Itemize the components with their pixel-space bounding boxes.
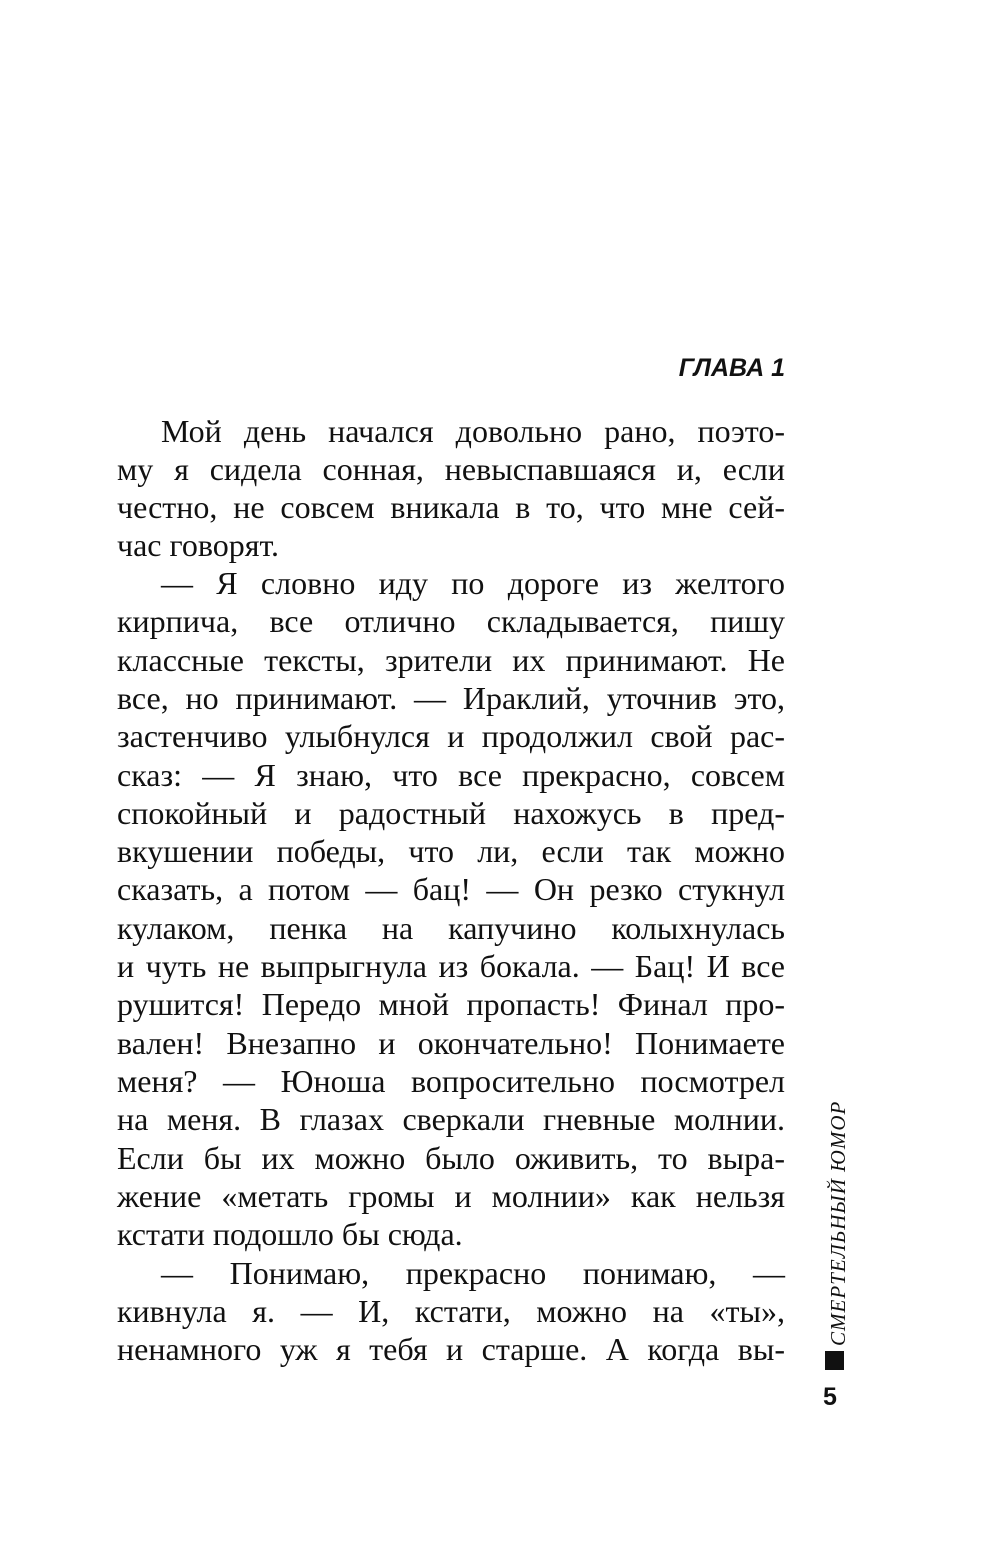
paragraph-line: вален! Внезапно и окончательно! Понимаете	[117, 1025, 785, 1061]
paragraph-line: кирпича, все отлично складывается, пишу	[117, 603, 785, 639]
paragraph-line: — Понимаю, прекрасно понимаю, —	[161, 1255, 785, 1291]
paragraph-line: меня? — Юноша вопросительно посмотрел	[117, 1063, 785, 1099]
paragraph-line: все, но принимают. — Ираклий, уточнив это,	[117, 680, 785, 716]
paragraph-line: кулаком, пенка на капучино колыхнулась	[117, 910, 785, 946]
paragraph-line: ненамного уж я тебя и старше. А когда вы-	[117, 1331, 785, 1367]
paragraph-line: сказ: — Я знаю, что все прекрасно, совсем	[117, 757, 785, 793]
paragraph-line: Если бы их можно было оживить, то выра-	[117, 1140, 785, 1176]
chapter-title: ГЛАВА 1	[678, 354, 785, 382]
paragraph-line: — Я словно иду по дороге из желтого	[161, 565, 785, 601]
square-marker-icon	[825, 1351, 844, 1370]
paragraph-line: честно, не совсем вникала в то, что мне сей-	[117, 489, 785, 525]
running-head: СМЕРТЕЛЬНЫЙ ЮМОР	[826, 1100, 850, 1346]
paragraph-line: и чуть не выпрыгнула из бокала. — Бац! И все	[117, 948, 785, 984]
paragraph-line: застенчиво улыбнулся и продолжил свой рас-	[117, 718, 785, 754]
paragraph-line: кстати подошло бы сюда.	[117, 1216, 463, 1252]
page-number: 5	[823, 1383, 837, 1411]
paragraph-line: на меня. В глазах сверкали гневные молнии.	[117, 1101, 785, 1137]
paragraph-line: сказать, а потом — бац! — Он резко стукнул	[117, 871, 785, 907]
paragraph-line: спокойный и радостный нахожусь в пред-	[117, 795, 785, 831]
paragraph-line: рушится! Передо мной пропасть! Финал про-	[117, 986, 785, 1022]
paragraph-line: Мой день начался довольно рано, поэто-	[161, 413, 785, 449]
paragraph-line: вкушении победы, что ли, если так можно	[117, 833, 785, 869]
paragraph-line: жение «метать громы и молнии» как нельзя	[117, 1178, 785, 1214]
paragraph-line: кивнула я. — И, кстати, можно на «ты»,	[117, 1293, 785, 1329]
paragraph-line: му я сидела сонная, невыспавшаяся и, если	[117, 451, 785, 487]
paragraph-line: классные тексты, зрители их принимают. Не	[117, 642, 785, 678]
paragraph-line: час говорят.	[117, 527, 280, 563]
